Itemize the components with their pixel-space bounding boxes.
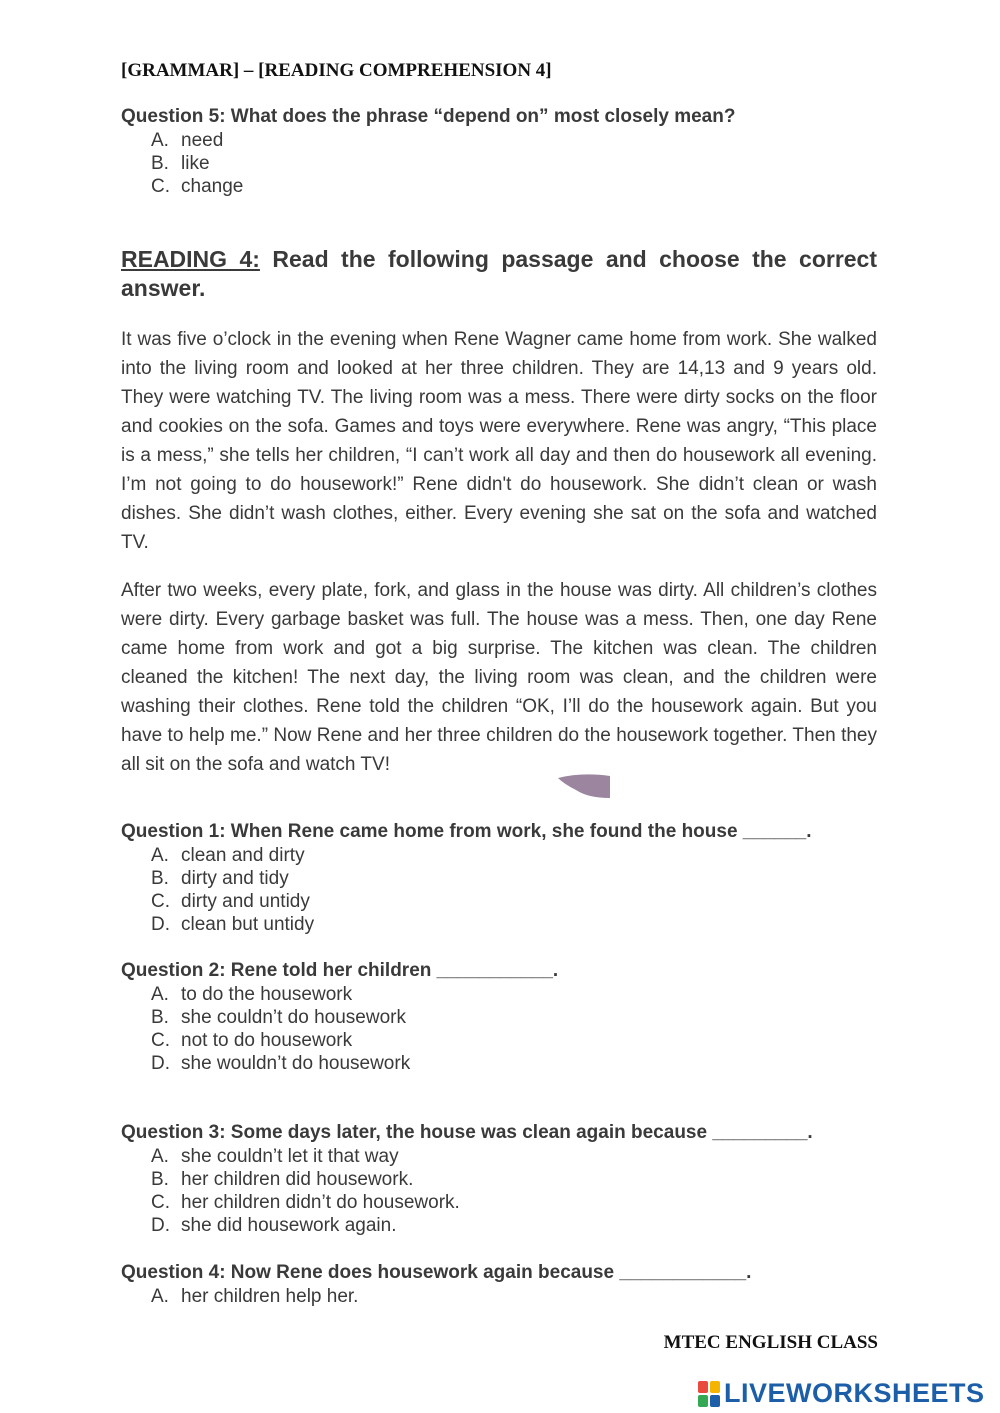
question-4-label: Question 4	[121, 1262, 220, 1283]
liveworksheets-logo[interactable]	[698, 1378, 985, 1409]
question-1-label: Question 1	[121, 821, 220, 842]
option-item[interactable]: D. she wouldn’t do housework	[151, 1053, 411, 1074]
logo-text: LIVEWORKSHEETS	[724, 1378, 985, 1408]
question-5-text: : What does the phrase “depend on” most closely mean?	[219, 106, 736, 127]
option-item[interactable]: D. she did housework again.	[151, 1215, 397, 1236]
question-5-options	[151, 129, 243, 198]
option-item[interactable]: B. her children did housework.	[151, 1169, 414, 1190]
question-1-text: : When Rene came home from work, she found the house ______.	[219, 821, 812, 842]
passage-paragraph-1: It was five o’clock in the evening when Rene Wagner came home from work. She walked into the living room and looked at her three children. They are 14,13 and 9 years old. They were watching TV. The living room was a mess. There were dirty socks on the floor and cookies on the sofa. Games and toys were everywhere. Rene was angry, “This place is a mess,” she tells her children, “I can’t work all day and then do housework all evening. I’m not going to do housework!” Rene didn't do housework. She didn’t clean or wash dishes. She didn’t wash clothes, either. Every evening she sat on the sofa and watched TV.	[121, 329, 877, 553]
option-item[interactable]: C. change	[151, 176, 244, 197]
option-item[interactable]: A. she couldn’t let it that way	[151, 1146, 399, 1167]
reading-label: READING 4:	[121, 246, 260, 272]
option-item[interactable]: B. like	[151, 153, 210, 174]
option-item[interactable]: C. dirty and untidy	[151, 891, 310, 912]
question-4-title	[121, 1262, 751, 1284]
question-1-title	[121, 821, 812, 843]
question-3-options	[151, 1145, 460, 1237]
option-item[interactable]: B. she couldn’t do housework	[151, 1007, 406, 1028]
ink-mark-decoration	[558, 774, 610, 798]
option-item[interactable]: A. need	[151, 130, 224, 151]
option-item[interactable]: B. dirty and tidy	[151, 868, 289, 889]
question-3-title	[121, 1122, 813, 1144]
question-2-text: : Rene told her children ___________.	[219, 960, 559, 981]
reading-instruction: Read the following passage and choose the correct answer.	[121, 246, 878, 301]
passage-paragraph-2: After two weeks, every plate, fork, and glass in the house was dirty. All children’s clothes were dirty. Every garbage basket was full. The house was a mess. Then, one day Rene came home from work and got a big surprise. The kitchen was clean. The children cleaned the kitchen! The next day, the living room was clean, and the children were washing their clothes. Rene told the children “OK, I’ll do the housework again. But you have to help me.” Now Rene and her three children do the housework together. Then they all sit on the sofa and watch TV!	[121, 580, 877, 775]
logo-mark-icon	[698, 1381, 720, 1407]
question-2-options	[151, 983, 410, 1075]
option-item[interactable]: D. clean but untidy	[151, 914, 315, 935]
question-2-title	[121, 960, 558, 982]
question-5-title	[121, 106, 735, 128]
question-2-label: Question 2	[121, 960, 220, 981]
option-item[interactable]: A. to do the housework	[151, 984, 353, 1005]
option-item[interactable]: A. her children help her.	[151, 1286, 359, 1307]
question-3-text: : Some days later, the house was clean again because _________.	[219, 1122, 813, 1143]
question-4-options	[151, 1285, 358, 1308]
question-1-options	[151, 844, 314, 936]
worksheet-header: [GRAMMAR] – [READING COMPREHENSION 4]	[121, 60, 552, 81]
ink-mark-shape	[558, 774, 610, 798]
question-4-text: : Now Rene does housework again because ____________.	[219, 1262, 752, 1283]
option-item[interactable]: C. her children didn’t do housework.	[151, 1192, 460, 1213]
footer-class-name: MTEC ENGLISH CLASS	[663, 1332, 878, 1353]
reading-title	[121, 245, 877, 303]
question-5-label: Question 5	[121, 106, 220, 127]
option-item[interactable]: C. not to do housework	[151, 1030, 353, 1051]
question-3-label: Question 3	[121, 1122, 220, 1143]
option-item[interactable]: A. clean and dirty	[151, 845, 305, 866]
